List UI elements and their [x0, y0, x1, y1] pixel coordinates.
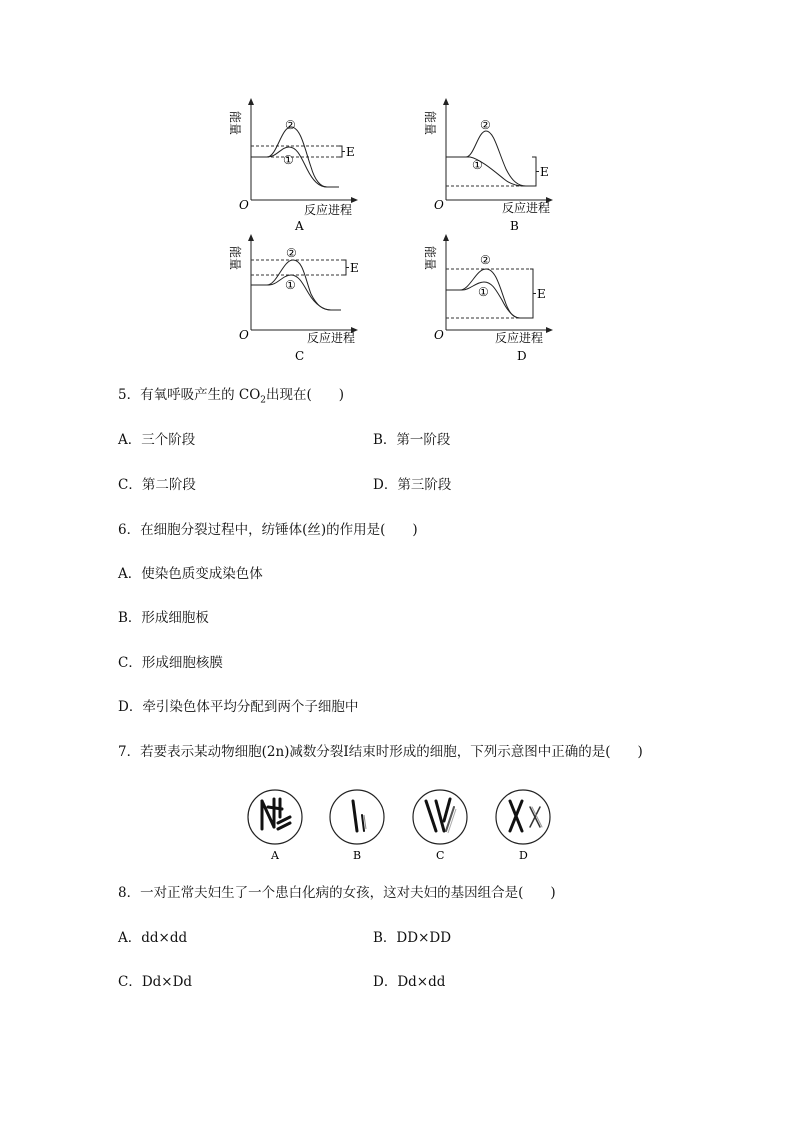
subscript-2: 2 [260, 395, 267, 406]
q6-option-c[interactable]: C．形成细胞核膜 [118, 655, 223, 671]
q8-option-c[interactable]: C．Dd×Dd [118, 974, 193, 990]
origin-label: O [434, 198, 444, 212]
energy-bracket-label: E [346, 145, 355, 159]
panel-label: C [295, 349, 305, 363]
energy-bracket-label: E [537, 287, 546, 301]
y-axis-label: 能量 [228, 246, 242, 271]
x-axis-label: 反应进程 [502, 201, 551, 215]
panel-label: D [517, 349, 527, 363]
curve-2-label: ② [286, 246, 297, 260]
q5-option-d[interactable]: D．第三阶段 [373, 477, 452, 493]
x-axis-label: 反应进程 [304, 203, 353, 217]
cell-b-label: B [353, 849, 362, 862]
q8-option-a[interactable]: A．dd×dd [118, 930, 188, 946]
question-5-stem-tail: 出现在( ) [266, 387, 345, 403]
cell-a-label: A [271, 849, 279, 862]
q6-option-d[interactable]: D．牵引染色体平均分配到两个子细胞中 [118, 699, 359, 715]
origin-label: O [239, 328, 249, 342]
energy-chart-c [225, 232, 370, 367]
question-5-stem [118, 386, 344, 410]
panel-label: B [510, 219, 519, 233]
cell-d[interactable] [496, 790, 550, 862]
curve-2-label: ② [480, 118, 491, 132]
q6-option-a[interactable]: A．使染色质变成染色体 [118, 566, 263, 582]
curve-2-label: ② [480, 253, 491, 267]
energy-chart-a [225, 95, 370, 235]
x-axis-label: 反应进程 [495, 331, 544, 345]
curve-1-label: ① [478, 285, 489, 299]
curve-2-label: ② [285, 118, 296, 132]
q8-option-b[interactable]: B．DD×DD [373, 930, 452, 946]
cell-d-label: D [519, 849, 528, 862]
cell-c-label: C [436, 849, 445, 862]
y-axis-label: 能量 [423, 111, 437, 136]
cell-a[interactable] [248, 790, 302, 862]
q6-option-b[interactable]: B．形成细胞板 [118, 610, 209, 626]
origin-label: O [239, 198, 249, 212]
origin-label: O [434, 328, 444, 342]
y-axis-label: 能量 [423, 246, 437, 271]
cell-diagrams [240, 787, 560, 867]
energy-chart-d [420, 232, 565, 367]
q5-option-c[interactable]: C．第二阶段 [118, 477, 196, 493]
y-axis-label: 能量 [228, 111, 242, 136]
x-axis-label: 反应进程 [307, 331, 356, 345]
energy-bracket-label: E [350, 261, 359, 275]
cell-b[interactable] [330, 790, 384, 862]
question-6-stem: 6．在细胞分裂过程中，纺锤体(丝)的作用是( ) [118, 522, 418, 538]
curve-1-label: ① [472, 158, 483, 172]
q5-option-b[interactable]: B．第一阶段 [373, 432, 451, 448]
curve-1-label: ① [283, 153, 294, 167]
panel-label: A [295, 219, 304, 233]
energy-bracket-label: E [540, 165, 549, 179]
energy-chart-b [420, 95, 565, 235]
curve-1-label: ① [285, 278, 296, 292]
q8-option-d[interactable]: D．Dd×dd [373, 974, 446, 990]
question-8-stem: 8．一对正常夫妇生了一个患白化病的女孩，这对夫妇的基因组合是( ) [118, 885, 556, 901]
question-7-stem: 7．若要表示某动物细胞(2n)减数分裂Ⅰ结束时形成的细胞，下列示意图中正确的是( ) [118, 744, 643, 760]
q5-option-a[interactable]: A．三个阶段 [118, 432, 196, 448]
cell-c[interactable] [413, 790, 467, 862]
question-5-stem-text: 5．有氧呼吸产生的 CO [118, 387, 261, 403]
